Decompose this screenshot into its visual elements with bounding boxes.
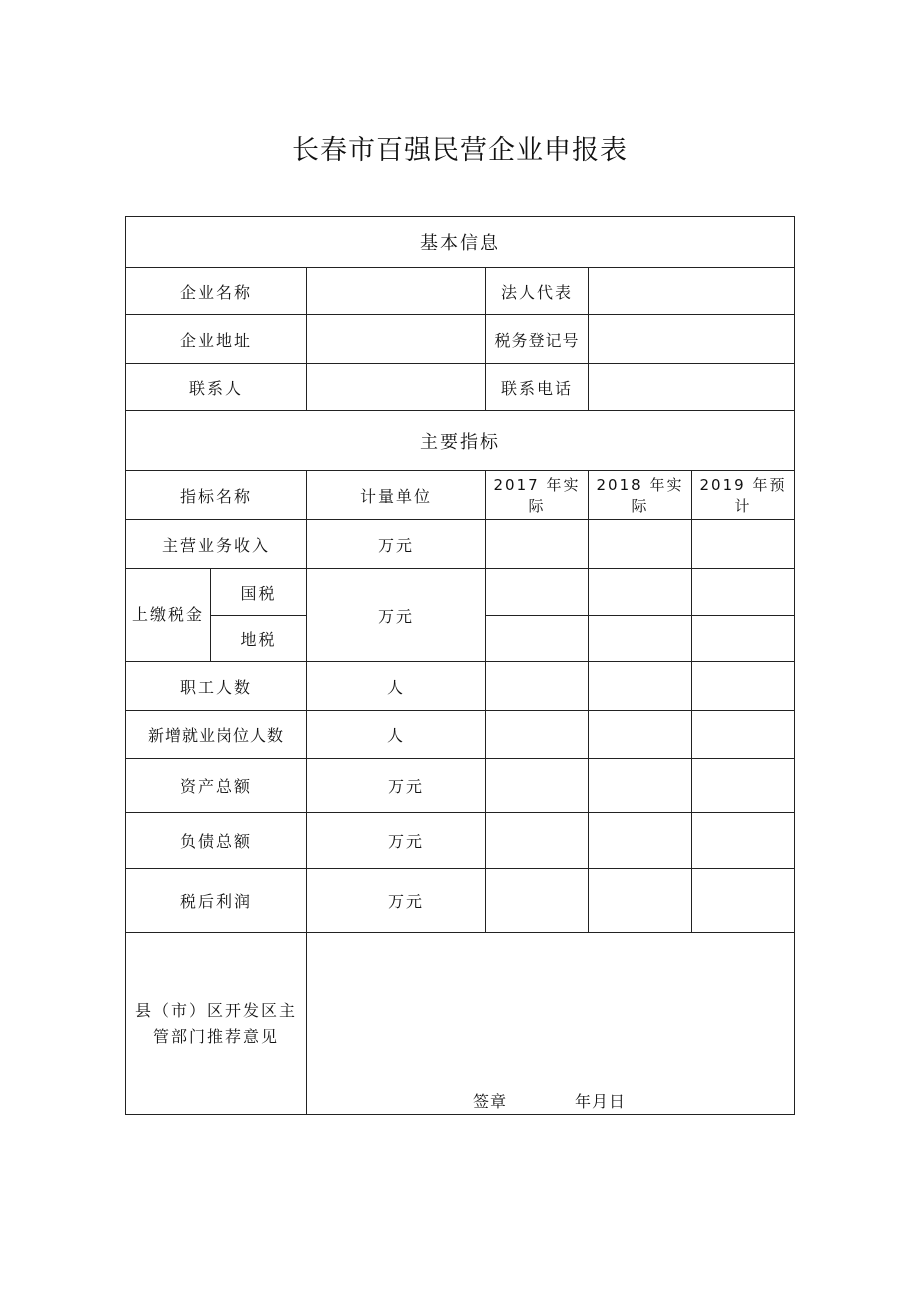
company-name-label: 企业名称 [126,268,307,315]
tax-unit: 万元 [307,569,486,662]
company-name-row [126,268,795,315]
contact-field[interactable] [307,364,486,411]
employees-label: 职工人数 [126,662,307,711]
table-row [126,662,795,711]
new-jobs-2017-cell[interactable] [486,711,589,759]
page-title: 长春市百强民营企业申报表 [292,135,628,166]
col-2017-header: 2017 年实际 [486,471,589,520]
revenue-2018-cell[interactable] [589,520,692,569]
new-jobs-2019-cell[interactable] [692,711,795,759]
revenue-2019-cell[interactable] [692,520,795,569]
opinion-field[interactable] [307,933,795,1115]
national-tax-2019-cell[interactable] [692,569,795,616]
national-tax-2017-cell[interactable] [486,569,589,616]
profit-2019-cell[interactable] [692,869,795,933]
employees-2019-cell[interactable] [692,662,795,711]
liabilities-2019-cell[interactable] [692,813,795,869]
date-label: 年月日 [575,1092,627,1111]
col-2019-header: 2019 年预计 [692,471,795,520]
local-tax-2017-cell[interactable] [486,616,589,662]
employees-2017-cell[interactable] [486,662,589,711]
sign-label: 签章 [473,1092,508,1111]
table-row [126,869,795,933]
profit-2018-cell[interactable] [589,869,692,933]
revenue-2017-cell[interactable] [486,520,589,569]
liabilities-2018-cell[interactable] [589,813,692,869]
tax-reg-label: 税务登记号 [486,315,589,364]
revenue-label: 主营业务收入 [126,520,307,569]
assets-unit: 万元 [307,759,486,813]
new-jobs-label: 新增就业岗位人数 [126,711,307,759]
legal-rep-field[interactable] [589,268,795,315]
contact-row [126,364,795,411]
legal-rep-label: 法人代表 [486,268,589,315]
national-tax-label: 国税 [211,569,307,616]
table-row [126,711,795,759]
contact-label: 联系人 [126,364,307,411]
table-row [126,759,795,813]
company-name-field[interactable] [307,268,486,315]
col-unit-header: 计量单位 [307,471,486,520]
liabilities-label: 负债总额 [126,813,307,869]
local-tax-2019-cell[interactable] [692,616,795,662]
assets-2019-cell[interactable] [692,759,795,813]
new-jobs-2018-cell[interactable] [589,711,692,759]
phone-field[interactable] [589,364,795,411]
local-tax-2018-cell[interactable] [589,616,692,662]
address-field[interactable] [307,315,486,364]
opinion-row [126,933,795,1115]
employees-unit: 人 [307,662,486,711]
table-row [126,813,795,869]
address-label: 企业地址 [126,315,307,364]
assets-2018-cell[interactable] [589,759,692,813]
national-tax-2018-cell[interactable] [589,569,692,616]
liabilities-2017-cell[interactable] [486,813,589,869]
revenue-unit: 万元 [307,520,486,569]
tax-group-label: 上缴税金 [126,569,211,662]
indicators-column-header-row [126,471,795,520]
application-form-table [125,216,795,1115]
basic-info-header: 基本信息 [126,217,795,268]
employees-2018-cell[interactable] [589,662,692,711]
table-row [126,569,795,616]
assets-label: 资产总额 [126,759,307,813]
assets-2017-cell[interactable] [486,759,589,813]
phone-label: 联系电话 [486,364,589,411]
indicators-header: 主要指标 [126,411,795,471]
new-jobs-unit: 人 [307,711,486,759]
opinion-label: 县（市）区开发区主管部门推荐意见 [126,933,307,1115]
tax-reg-field[interactable] [589,315,795,364]
col-2018-header: 2018 年实际 [589,471,692,520]
indicators-header-row [126,411,795,471]
address-row [126,315,795,364]
local-tax-label: 地税 [211,616,307,662]
profit-2017-cell[interactable] [486,869,589,933]
profit-label: 税后利润 [126,869,307,933]
table-row [126,520,795,569]
col-name-header: 指标名称 [126,471,307,520]
profit-unit: 万元 [307,869,486,933]
basic-info-header-row [126,217,795,268]
liabilities-unit: 万元 [307,813,486,869]
